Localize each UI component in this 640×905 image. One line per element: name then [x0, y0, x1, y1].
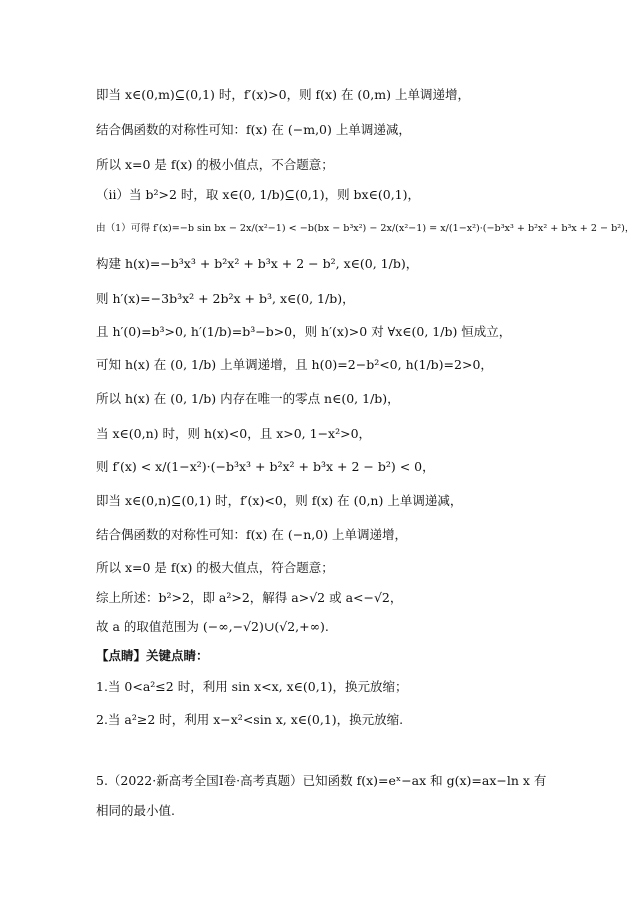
- text-line-1: 即当 x∈(0,m)⊆(0,1) 时，f′(x)>0，则 f(x) 在 (0,m) 上单调递增，: [96, 87, 470, 102]
- text-line-14: 结合偶函数的对称性可知：f(x) 在 (−n,0) 上单调递增，: [96, 527, 408, 542]
- text-line-7: 则 h′(x)=−3b³x² + 2b²x + b³, x∈(0, 1/b)，: [96, 291, 355, 306]
- text-line-11: 当 x∈(0,n) 时，则 h(x)<0，且 x>0, 1−x²>0，: [96, 426, 372, 441]
- text-line-4: （ⅱ）当 b²>2 时，取 x∈(0, 1/b)⊆(0,1)，则 bx∈(0,1)，: [96, 187, 420, 202]
- text-line-12: 则 f′(x) < x/(1−x²)·(−b³x³ + b²x² + b³x + 2 − b²) < 0，: [96, 459, 435, 474]
- text-line-16: 综上所述：b²>2，即 a²>2，解得 a>√2 或 a<−√2，: [96, 590, 403, 605]
- text-line-5: 由（1）可得 f′(x)=−b sin bx − 2x/(x²−1) < −b(bx − b³x²) − 2x/(x²−1) = x/(1−x²)·(−b³x³ + b²x² + b³x + 2 − b²)，: [96, 223, 635, 234]
- text-line-15: 所以 x=0 是 f(x) 的极大值点，符合题意；: [96, 560, 334, 575]
- key-points-heading: 【点睛】关键点睛：: [96, 648, 209, 663]
- text-line-10: 所以 h(x) 在 (0, 1/b) 内存在唯一的零点 n∈(0, 1/b)，: [96, 391, 400, 406]
- text-line-8: 且 h′(0)=b³>0, h′(1/b)=b³−b>0，则 h′(x)>0 对 ∀x∈(0, 1/b) 恒成立，: [96, 324, 512, 339]
- text-line-3: 所以 x=0 是 f(x) 的极小值点，不合题意；: [96, 157, 334, 172]
- text-line-2: 结合偶函数的对称性可知：f(x) 在 (−m,0) 上单调递减，: [96, 122, 411, 137]
- key-point-2: 2.当 a²≥2 时，利用 x−x²<sin x, x∈(0,1)，换元放缩.: [96, 712, 404, 727]
- text-line-17: 故 a 的取值范围为 (−∞,−√2)∪(√2,+∞).: [96, 619, 329, 634]
- text-line-9: 可知 h(x) 在 (0, 1/b) 上单调递增，且 h(0)=2−b²<0, h(1/b)=2>0，: [96, 357, 493, 372]
- text-line-6: 构建 h(x)=−b³x³ + b²x² + b³x + 2 − b², x∈(0, 1/b)，: [96, 256, 419, 271]
- problem-5-statement: 5.（2022·新高考全国Ⅰ卷·高考真题）已知函数 f(x)=eˣ−ax 和 g(x)=ax−ln x 有相同的最小值.: [96, 773, 547, 818]
- text-line-13: 即当 x∈(0,n)⊆(0,1) 时，f′(x)<0，则 f(x) 在 (0,n) 上单调递减，: [96, 493, 463, 508]
- key-point-1: 1.当 0<a²≤2 时，利用 sin x<x, x∈(0,1)，换元放缩；: [96, 679, 408, 694]
